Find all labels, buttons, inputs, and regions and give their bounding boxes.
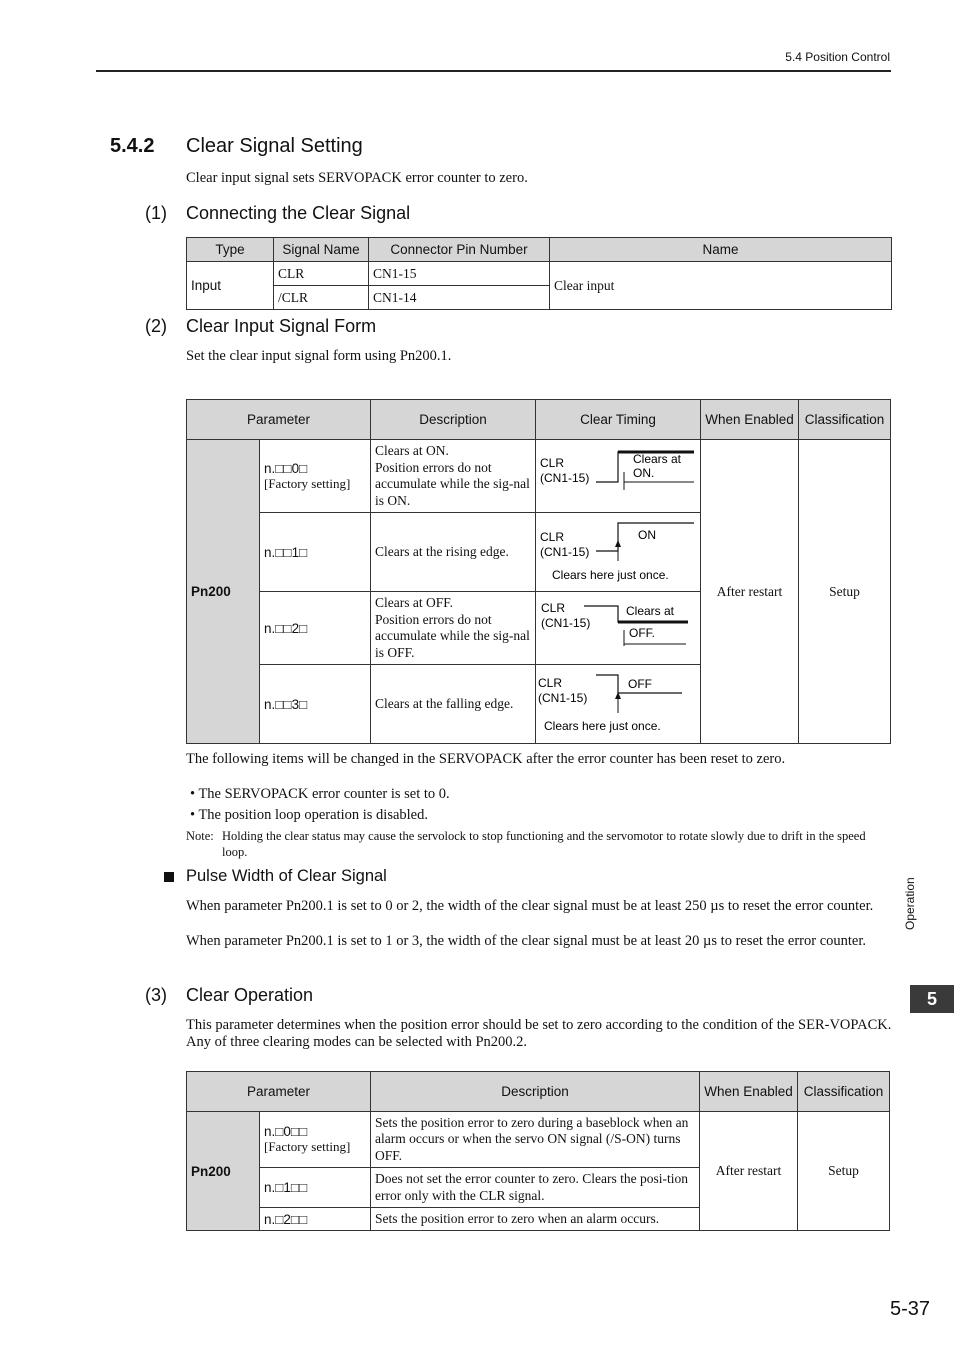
- col-description: Description: [371, 1072, 700, 1112]
- header-rule: [96, 70, 891, 72]
- pulse-width-para-2: When parameter Pn200.1 is set to 1 or 3, the width of the clear signal must be at least 20 µs to reset the error counter.: [186, 933, 866, 949]
- setting-code: n.□1□□: [264, 1180, 308, 1195]
- classification-cell: Setup: [799, 440, 891, 744]
- classification-cell: Setup: [798, 1112, 890, 1231]
- factory-setting-note: [Factory setting]: [264, 475, 351, 491]
- sub2-number: (2): [145, 316, 167, 336]
- col-signal-name: Signal Name: [274, 238, 369, 262]
- setting-code: n.□2□□: [264, 1211, 308, 1227]
- after-reset-text: The following items will be changed in the SERVOPACK after the error counter has been reset to zero.: [186, 751, 786, 767]
- chapter-side-label: Operation: [903, 877, 917, 930]
- setting-code: n.□□0□: [264, 460, 308, 476]
- description-cell: Clears at the falling edge.: [371, 665, 536, 744]
- timing-signal: CLR: [541, 601, 566, 615]
- setting-cell: [260, 1208, 371, 1231]
- sub3-title: Clear Operation: [186, 985, 314, 1005]
- type-cell: Input: [187, 262, 274, 310]
- timing-label: ON.: [633, 466, 655, 480]
- col-description: Description: [371, 400, 536, 440]
- description-cell: Sets the position error to zero during a baseblock when an alarm occurs or when the servo ON signal (/S-ON) turns OFF.: [371, 1112, 700, 1168]
- timing-label: Clears at: [626, 604, 675, 618]
- setting-code: n.□□2□: [264, 620, 308, 636]
- factory-setting-note: [Factory setting]: [264, 1139, 351, 1154]
- timing-label: OFF.: [629, 626, 655, 640]
- col-when-enabled: When Enabled: [700, 1072, 798, 1112]
- timing-pin: (CN1-15): [540, 545, 590, 559]
- sub3-number: (3): [145, 985, 167, 1005]
- sub2-intro: Set the clear input signal form using Pn200.1.: [186, 348, 452, 364]
- sub2-title: Clear Input Signal Form: [186, 316, 377, 336]
- timing-signal: CLR: [540, 456, 565, 470]
- setting-code: n.□0□□: [264, 1124, 308, 1139]
- bullet-item: • The SERVOPACK error counter is set to 0.: [190, 786, 450, 802]
- note-label: Note:: [186, 829, 214, 843]
- when-enabled-cell: After restart: [700, 1112, 798, 1231]
- setting-cell: [260, 440, 371, 513]
- section-title: Clear Signal Setting: [186, 135, 363, 157]
- running-header: 5.4 Position Control: [785, 50, 890, 64]
- timing-label: ON: [638, 528, 656, 542]
- pin-cell: CN1-14: [369, 286, 550, 310]
- param-cell: Pn200: [187, 440, 260, 744]
- timing-diagram-off: [536, 592, 701, 665]
- timing-bottom-label: Clears here just once.: [552, 568, 669, 582]
- pulse-width-title: Pulse Width of Clear Signal: [186, 867, 387, 885]
- sub3-intro: This parameter determines when the position error should be set to zero according to the condition of the SER-VOPACK. Any of three clearing modes can be selected with Pn200.2.: [186, 1017, 892, 1050]
- chapter-tab: 5: [910, 985, 954, 1013]
- timing-pin: (CN1-15): [541, 616, 591, 630]
- col-type: Type: [187, 238, 274, 262]
- setting-cell: [260, 513, 371, 592]
- signal-cell: CLR: [274, 262, 369, 286]
- square-bullet-icon: [164, 872, 174, 882]
- timing-diagram-falling: [536, 665, 701, 744]
- section-intro: Clear input signal sets SERVOPACK error counter to zero.: [186, 170, 528, 186]
- timing-diagram-rising: [536, 513, 701, 592]
- description-cell: Does not set the error counter to zero. Clears the posi-tion error only with the CLR signal.: [371, 1168, 700, 1208]
- col-connector-pin: Connector Pin Number: [369, 238, 550, 262]
- setting-cell: [260, 592, 371, 665]
- setting-code: n.□□1□: [264, 544, 308, 560]
- timing-signal: CLR: [538, 676, 563, 690]
- when-enabled-cell: After restart: [701, 440, 799, 744]
- timing-label: OFF: [628, 677, 652, 691]
- name-cell: Clear input: [550, 262, 892, 310]
- col-parameter: Parameter: [187, 400, 371, 440]
- col-when-enabled: When Enabled: [701, 400, 799, 440]
- timing-pin: (CN1-15): [538, 691, 588, 705]
- description-cell: Clears at ON. Position errors do not accumulate while the sig-nal is ON.: [371, 440, 536, 513]
- timing-diagram-on: [536, 440, 701, 513]
- section-number: 5.4.2: [110, 135, 155, 157]
- note-text: Holding the clear status may cause the servolock to stop functioning and the servomotor to rotate slowly due to drift in the speed loop.: [222, 829, 866, 859]
- description-cell: Sets the position error to zero when an alarm occurs.: [371, 1208, 700, 1231]
- clear-signal-connection-table: [186, 237, 892, 310]
- sub1-number: (1): [145, 203, 167, 223]
- col-name: Name: [550, 238, 892, 262]
- timing-label: Clears at: [633, 452, 682, 466]
- bullet-item: • The position loop operation is disabled.: [190, 807, 428, 823]
- timing-pin: (CN1-15): [540, 471, 590, 485]
- pulse-width-para-1: When parameter Pn200.1 is set to 0 or 2, the width of the clear signal must be at least 250 µs to reset the error counter.: [186, 898, 874, 914]
- pin-cell: CN1-15: [369, 262, 550, 286]
- page-number: 5-37: [889, 1298, 930, 1320]
- timing-signal: CLR: [540, 530, 565, 544]
- setting-cell: [260, 1168, 371, 1208]
- col-parameter: Parameter: [187, 1072, 371, 1112]
- clear-input-form-table: [186, 399, 891, 744]
- signal-cell: /CLR: [274, 286, 369, 310]
- sub1-title: Connecting the Clear Signal: [186, 203, 411, 223]
- timing-bottom-label: Clears here just once.: [544, 719, 661, 733]
- col-clear-timing: Clear Timing: [536, 400, 701, 440]
- setting-cell: [260, 1112, 371, 1168]
- description-cell: Clears at the rising edge.: [371, 513, 536, 592]
- col-classification: Classification: [798, 1072, 890, 1112]
- setting-cell: [260, 665, 371, 744]
- param-cell: Pn200: [187, 1112, 260, 1231]
- col-classification: Classification: [799, 400, 891, 440]
- clear-operation-table: [186, 1071, 890, 1231]
- description-cell: Clears at OFF. Position errors do not accumulate while the sig-nal is OFF.: [371, 592, 536, 665]
- setting-code: n.□□3□: [264, 696, 308, 712]
